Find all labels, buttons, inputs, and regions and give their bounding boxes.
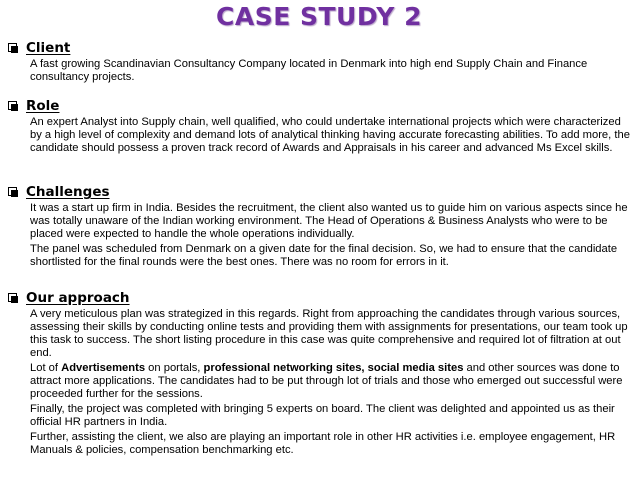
section-heading	[8, 290, 630, 306]
section-approach	[8, 290, 630, 457]
heading-challenges: Challenges	[26, 184, 110, 200]
section-heading	[8, 98, 630, 114]
role-paragraph: An expert Analyst into Supply chain, well qualified, who could undertake international projects which were characterized by a high level of complexity and demand lots of analytical thinking having accurate forecasting abilities. To add more, the candidate should possess a proven track record of Awards and Appraisals in his career and advanced Ms Excel skills.	[30, 116, 630, 154]
page-title: CASE STUDY 2	[216, 2, 422, 31]
checkbox-bullet-icon	[8, 43, 18, 53]
checkbox-bullet-icon	[8, 293, 18, 303]
client-paragraph: A fast growing Scandinavian Consultancy Company located in Denmark into high end Supply Chain and Finance consultancy projects.	[30, 58, 588, 83]
section-heading	[8, 40, 630, 56]
ads-mid: on portals,	[145, 362, 204, 374]
heading-client: Client	[26, 40, 71, 56]
heading-approach: Our approach	[26, 290, 130, 306]
section-challenges	[8, 184, 630, 269]
checkbox-bullet-icon	[8, 187, 18, 197]
checkbox-bullet-icon	[8, 101, 18, 111]
approach-paragraph-3: Finally, the project was completed with bringing 5 experts on board. The client was delighted and appointed us as their official HR partners in India.	[30, 403, 615, 428]
ads-bold-networking: professional networking sites, social media sites	[203, 362, 464, 374]
section-client	[8, 40, 630, 84]
heading-role: Role	[26, 98, 60, 114]
approach-paragraph-ads	[30, 362, 630, 401]
section-role	[8, 98, 630, 155]
section-heading	[8, 184, 630, 200]
challenges-paragraph-2: The panel was scheduled from Denmark on a given date for the final decision. So, we had to ensure that the candidate shortlisted for the final rounds were the best ones. There was no room for errors in it.	[30, 243, 618, 268]
ads-post: and other sources was done to attract more applications. The candidates had to be put through lot of trials and those who emerged out successful were proceeded further for the sessions.	[30, 362, 623, 400]
approach-paragraph-1: A very meticulous plan was strategized in this regards. Right from approaching the candidates through various sources, assessing their skills by conducting online tests and providing them with assignments for presentations, our team took up this task to success. The short listing procedure in this case was quite comprehensive and required lot of filtration at out end.	[30, 308, 628, 359]
ads-pre: Lot of	[30, 362, 62, 374]
approach-paragraph-4: Further, assisting the client, we also are playing an important role in other HR activities i.e. employee engagement, HR Manuals & policies, compensation benchmarking etc.	[30, 431, 616, 456]
challenges-paragraph-1: It was a start up firm in India. Besides the recruitment, the client also wanted us to guide him on various aspects since he was totally unaware of the Indian working environment. The Head of Operations & Business Analysts who were to be placed were expected to handle the whole operations individually.	[30, 202, 628, 240]
ads-bold-advertisements: Advertisements	[61, 362, 146, 374]
